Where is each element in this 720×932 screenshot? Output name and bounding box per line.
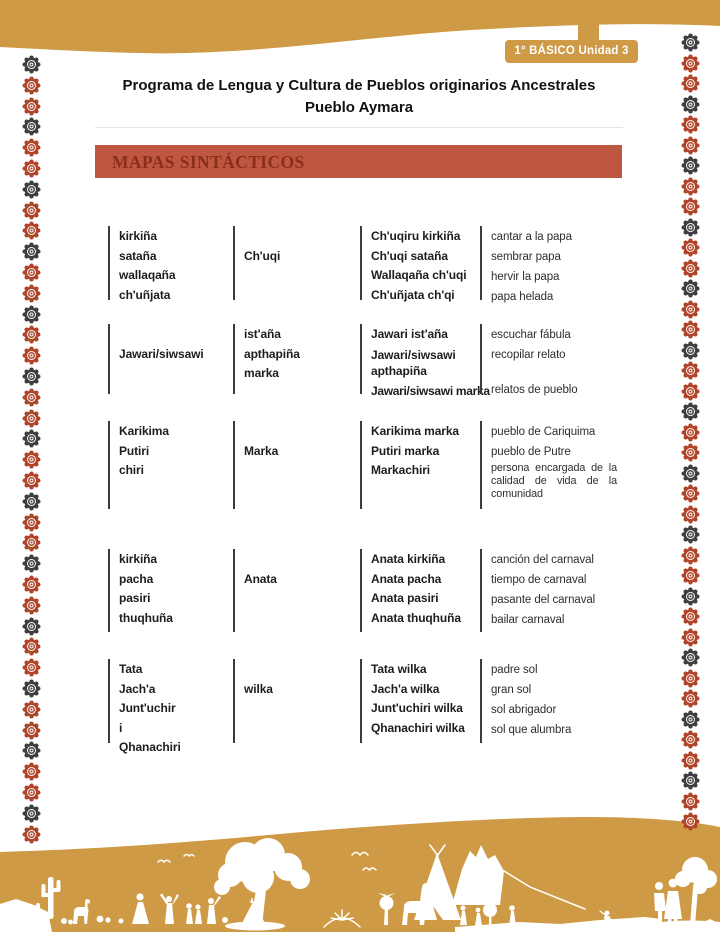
spanish-meanings-column xyxy=(480,324,620,394)
medallion-ornament-icon xyxy=(681,443,700,462)
medallion-ornament-icon xyxy=(681,730,700,749)
medallion-ornament-icon xyxy=(22,533,41,552)
word-item: kirkiña xyxy=(119,229,157,243)
phrase-item: Markachiri xyxy=(371,463,431,477)
medallion-ornament-icon xyxy=(22,409,41,428)
meaning-item: cantar a la papa xyxy=(491,231,572,243)
medallion-ornament-icon xyxy=(681,423,700,442)
meaning-item: sol abrigador xyxy=(491,704,557,716)
phrase-item: Jach'a wilka xyxy=(371,681,440,696)
medallion-ornament-icon xyxy=(681,648,700,667)
word-item: pasiri xyxy=(119,591,151,605)
combined-phrases-column xyxy=(360,659,480,743)
medallion-ornament-icon xyxy=(22,554,41,573)
medallion-ornament-icon xyxy=(22,388,41,407)
meaning-item: sembrar papa xyxy=(491,251,561,263)
medallion-ornament-icon xyxy=(22,284,41,303)
meaning-item: sol que alumbra xyxy=(491,724,572,736)
medallion-ornament-icon xyxy=(22,242,41,261)
spanish-meanings-column xyxy=(480,421,620,509)
medallion-ornament-icon xyxy=(681,177,700,196)
medallion-ornament-icon xyxy=(22,180,41,199)
medallion-ornament-icon xyxy=(22,367,41,386)
word-item: sataña xyxy=(119,248,157,263)
combined-phrases-column xyxy=(360,421,480,509)
combined-phrases-column xyxy=(360,226,480,300)
base-word-item: wilka xyxy=(244,682,273,696)
spanish-meanings-column xyxy=(480,659,620,743)
phrase-item: Jawari/siwsawi marka xyxy=(371,383,490,398)
base-word-item: Ch'uqi xyxy=(244,249,281,263)
medallion-ornament-icon xyxy=(22,201,41,220)
medallion-ornament-icon xyxy=(22,97,41,116)
word-item: kirkiña xyxy=(119,552,157,566)
medallion-ornament-icon xyxy=(22,575,41,594)
word-item: thuqhuña xyxy=(119,610,173,625)
base-word-item: Anata xyxy=(244,572,277,586)
phrase-item: Anata pacha xyxy=(371,571,442,586)
word-item: Jach'a xyxy=(119,681,156,696)
medallion-ornament-icon xyxy=(22,617,41,636)
phrase-item: Qhanachiri wilka xyxy=(371,720,465,735)
medallion-ornament-icon xyxy=(681,771,700,790)
medallion-ornament-icon xyxy=(681,197,700,216)
word-item: Junt'uchir xyxy=(119,701,176,715)
base-word-item: marka xyxy=(244,366,279,380)
phrase-item: Junt'uchiri wilka xyxy=(371,701,463,715)
medallion-ornament-icon xyxy=(681,710,700,729)
word-item: wallaqaña xyxy=(119,268,176,282)
base-word-item: ist'aña xyxy=(244,327,281,341)
medallion-ornament-icon xyxy=(681,218,700,237)
medallion-ornament-icon xyxy=(681,300,700,319)
medallion-ornament-icon xyxy=(22,741,41,760)
medallion-ornament-icon xyxy=(681,566,700,585)
medallion-ornament-icon xyxy=(22,658,41,677)
meaning-item: pueblo de Putre xyxy=(491,446,571,458)
word-item: Tata xyxy=(119,662,143,676)
meaning-item: tiempo de carnaval xyxy=(491,574,587,586)
medallion-ornament-icon xyxy=(22,76,41,95)
medallion-ornament-icon xyxy=(681,259,700,278)
word-item: Karikima xyxy=(119,424,169,438)
phrase-item: Wallaqaña ch'uqi xyxy=(371,268,467,282)
meaning-item: escuchar fábula xyxy=(491,329,571,341)
word-item: Qhanachiri xyxy=(119,740,181,754)
title-line-2: Pueblo Aymara xyxy=(304,99,414,116)
medallion-ornament-icon xyxy=(681,33,700,52)
base-word-item: Marka xyxy=(244,444,279,458)
medallion-ornament-icon xyxy=(22,721,41,740)
medallion-ornament-icon xyxy=(681,279,700,298)
meaning-item: papa helada xyxy=(491,291,554,303)
medallion-ornament-icon xyxy=(681,464,700,483)
medallion-ornament-icon xyxy=(681,689,700,708)
phrase-item: Karikima marka xyxy=(371,424,459,438)
base-word-column xyxy=(233,421,360,509)
medallion-ornament-icon xyxy=(681,136,700,155)
meaning-item: persona encargada de la calidad de vida de la comunidad xyxy=(491,462,617,500)
medallion-ornament-icon xyxy=(22,804,41,823)
medallion-ornament-icon xyxy=(22,637,41,656)
word-item: Jawari/siwsawi xyxy=(119,347,204,361)
meaning-item: pueblo de Cariquima xyxy=(491,426,596,438)
syntactic-map-group xyxy=(108,324,620,398)
header-divider xyxy=(95,127,623,128)
syntactic-map-group xyxy=(108,421,620,509)
medallion-ornament-icon xyxy=(681,320,700,339)
title-line-1: Programa de Lengua y Cultura de Pueblos originarios Ancestrales xyxy=(122,77,596,94)
medallion-ornament-icon xyxy=(681,402,700,421)
medallion-ornament-icon xyxy=(681,95,700,114)
medallion-ornament-icon xyxy=(681,341,700,360)
medallion-ornament-icon xyxy=(22,263,41,282)
aymara-words-column xyxy=(108,226,233,300)
medallion-ornament-icon xyxy=(22,305,41,324)
phrase-item: Ch'uqi sataña xyxy=(371,248,448,263)
phrase-item: Jawari/siwsawi apthapiña xyxy=(371,347,456,378)
medallion-ornament-icon xyxy=(22,679,41,698)
combined-phrases-column xyxy=(360,324,490,398)
word-item: i xyxy=(119,720,123,735)
medallion-ornament-icon xyxy=(22,346,41,365)
aymara-words-column xyxy=(108,659,233,754)
spanish-meanings-column xyxy=(480,549,620,632)
meaning-item: recopilar relato xyxy=(491,349,566,361)
phrase-item: Ch'uqiru kirkiña xyxy=(371,229,461,243)
base-word-column xyxy=(233,324,360,394)
medallion-ornament-icon xyxy=(22,700,41,719)
medallion-ornament-icon xyxy=(681,628,700,647)
andes-landscape-illustration xyxy=(0,807,720,932)
medallion-ornament-icon xyxy=(22,471,41,490)
phrase-item: Putiri marka xyxy=(371,443,440,458)
medallion-ornament-icon xyxy=(22,325,41,344)
medallion-ornament-icon xyxy=(681,546,700,565)
phrase-item: Anata kirkiña xyxy=(371,552,446,566)
medallion-ornament-icon xyxy=(681,587,700,606)
medallion-ornament-icon xyxy=(681,669,700,688)
word-item: pacha xyxy=(119,571,154,586)
medallion-ornament-icon xyxy=(681,812,700,831)
medallion-ornament-icon xyxy=(681,607,700,626)
section-header-bar xyxy=(95,145,622,178)
medallion-ornament-icon xyxy=(22,513,41,532)
medallion-ornament-icon xyxy=(681,792,700,811)
medallion-ornament-icon xyxy=(681,238,700,257)
medallion-ornament-icon xyxy=(22,429,41,448)
medallion-ornament-icon xyxy=(681,156,700,175)
medallion-ornament-icon xyxy=(681,361,700,380)
aymara-words-column xyxy=(108,324,233,394)
aymara-words-column xyxy=(108,421,233,509)
phrase-item: Anata thuqhuña xyxy=(371,610,461,625)
medallion-ornament-icon xyxy=(22,596,41,615)
base-word-column xyxy=(233,226,360,300)
word-item: Putiri xyxy=(119,443,150,458)
syntactic-map-group xyxy=(108,659,620,754)
phrase-item: Anata pasiri xyxy=(371,591,439,605)
syntactic-map-group xyxy=(108,226,620,303)
medallion-ornament-icon xyxy=(22,55,41,74)
medallion-ornament-icon xyxy=(22,762,41,781)
phrase-item: Tata wilka xyxy=(371,662,427,676)
medallion-ornament-icon xyxy=(22,117,41,136)
medallion-ornament-icon xyxy=(681,74,700,93)
aymara-words-column xyxy=(108,549,233,632)
section-title: MAPAS SINTÁCTICOS xyxy=(112,152,305,172)
medallion-ornament-icon xyxy=(22,159,41,178)
syntactic-map-group xyxy=(108,549,620,632)
meaning-item: relatos de pueblo xyxy=(491,384,578,396)
meaning-item: bailar carnaval xyxy=(491,614,565,626)
medallion-ornament-icon xyxy=(22,492,41,511)
unit-badge: 1° BÁSICO Unidad 3 xyxy=(505,40,638,63)
medallion-ornament-icon xyxy=(681,751,700,770)
medallion-ornament-icon xyxy=(22,221,41,240)
base-word-item: apthapiña xyxy=(244,346,300,361)
medallion-ornament-icon xyxy=(681,505,700,524)
medallion-ornament-icon xyxy=(681,382,700,401)
medallion-ornament-icon xyxy=(681,54,700,73)
spanish-meanings-column xyxy=(480,226,620,303)
meaning-item: padre sol xyxy=(491,664,538,676)
medallion-ornament-icon xyxy=(681,525,700,544)
base-word-column xyxy=(233,659,360,743)
combined-phrases-column xyxy=(360,549,480,632)
page-title xyxy=(95,75,623,119)
medallion-ornament-icon xyxy=(22,825,41,844)
phrase-item: Ch'uñjata ch'qi xyxy=(371,287,455,302)
medallion-ornament-icon xyxy=(681,484,700,503)
meaning-item: canción del carnaval xyxy=(491,554,594,566)
medallion-ornament-icon xyxy=(22,138,41,157)
meaning-item: gran sol xyxy=(491,684,532,696)
word-item: chiri xyxy=(119,463,144,477)
medallion-ornament-icon xyxy=(22,783,41,802)
base-word-column xyxy=(233,549,360,632)
phrase-item: Jawari ist'aña xyxy=(371,327,448,341)
medallion-ornament-icon xyxy=(681,115,700,134)
medallion-ornament-icon xyxy=(22,450,41,469)
meaning-item: hervir la papa xyxy=(491,271,560,283)
word-item: ch'uñjata xyxy=(119,287,171,302)
meaning-item: pasante del carnaval xyxy=(491,594,596,606)
